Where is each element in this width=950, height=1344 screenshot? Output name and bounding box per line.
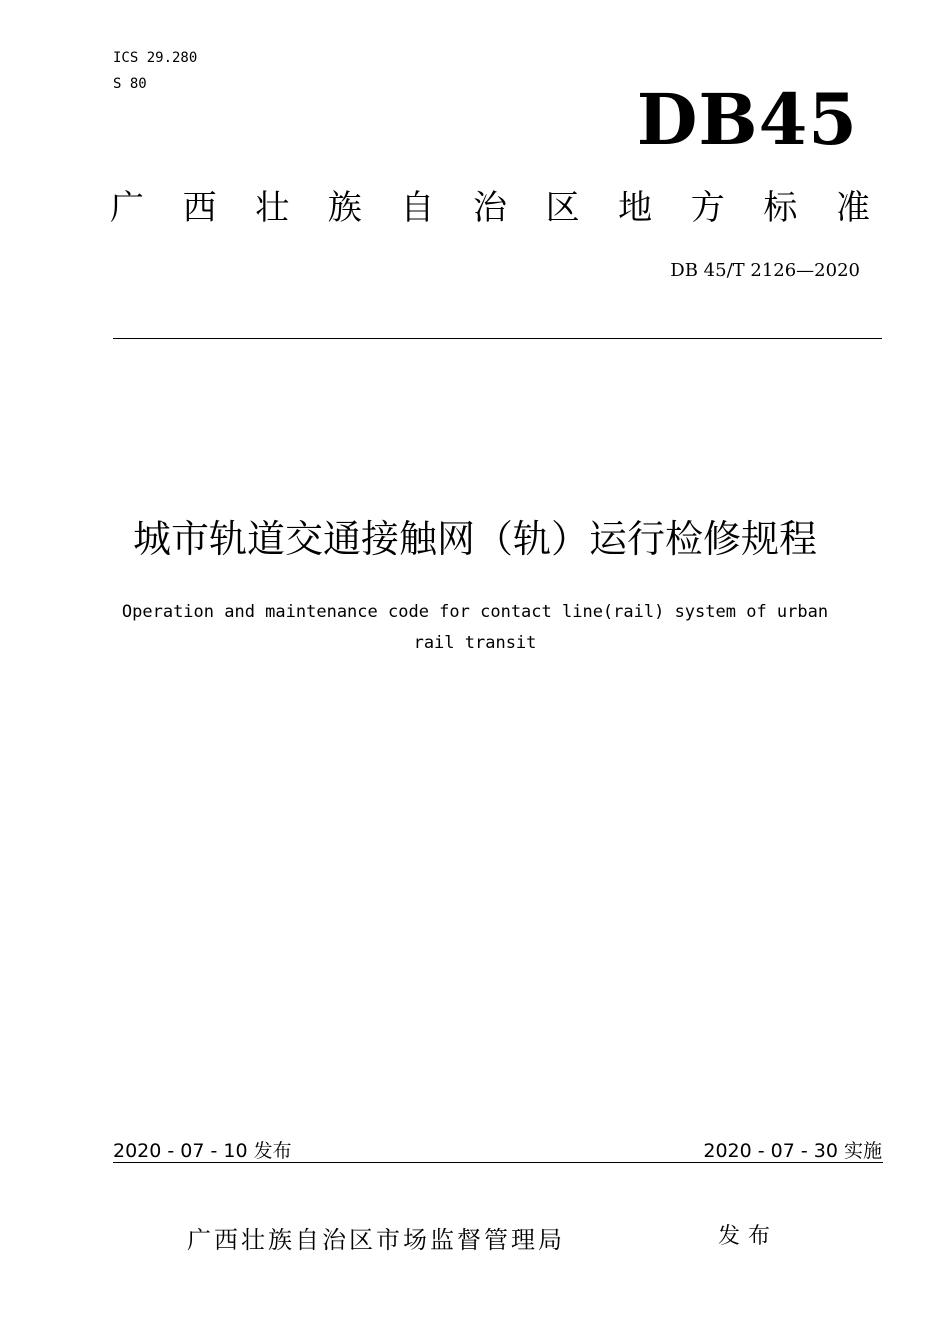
standard-kind-char: 广 bbox=[110, 188, 144, 228]
document-title-english-line: Operation and maintenance code for contact line(rail) system of urban bbox=[121, 602, 829, 622]
standard-kind-char: 标 bbox=[763, 188, 798, 228]
standard-kind-char: 地 bbox=[618, 188, 653, 228]
standard-kind-char: 区 bbox=[545, 188, 580, 228]
issue-date: 2020 - 07 - 10 发布 bbox=[113, 1140, 292, 1162]
ccs-code: S 80 bbox=[113, 76, 147, 92]
standard-kind-char: 西 bbox=[182, 188, 217, 228]
standard-kind-char: 自 bbox=[400, 188, 435, 228]
db-mark: DB45 bbox=[636, 78, 858, 161]
standard-kind-char: 治 bbox=[472, 188, 507, 228]
standard-kind-char: 准 bbox=[835, 188, 870, 228]
implementation-date: 2020 - 07 - 30 实施 bbox=[703, 1140, 882, 1162]
standard-number: DB 45/T 2126—2020 bbox=[670, 260, 860, 281]
bottom-divider bbox=[113, 1162, 883, 1163]
ics-code: ICS 29.280 bbox=[113, 50, 198, 66]
top-divider bbox=[113, 338, 882, 339]
standard-kind-char: 壮 bbox=[255, 188, 290, 228]
standard-kind bbox=[110, 185, 870, 231]
document-title-english bbox=[85, 597, 865, 659]
standard-kind-char: 方 bbox=[690, 188, 725, 228]
issuing-authority: 广西壮族自治区市场监督管理局 bbox=[187, 1226, 565, 1254]
document-title-english-line: rail transit bbox=[413, 633, 537, 653]
standard-kind-char: 族 bbox=[327, 188, 362, 228]
issue-label: 发布 bbox=[718, 1224, 779, 1249]
document-title-chinese: 城市轨道交通接触网（轨）运行检修规程 bbox=[132, 517, 817, 561]
